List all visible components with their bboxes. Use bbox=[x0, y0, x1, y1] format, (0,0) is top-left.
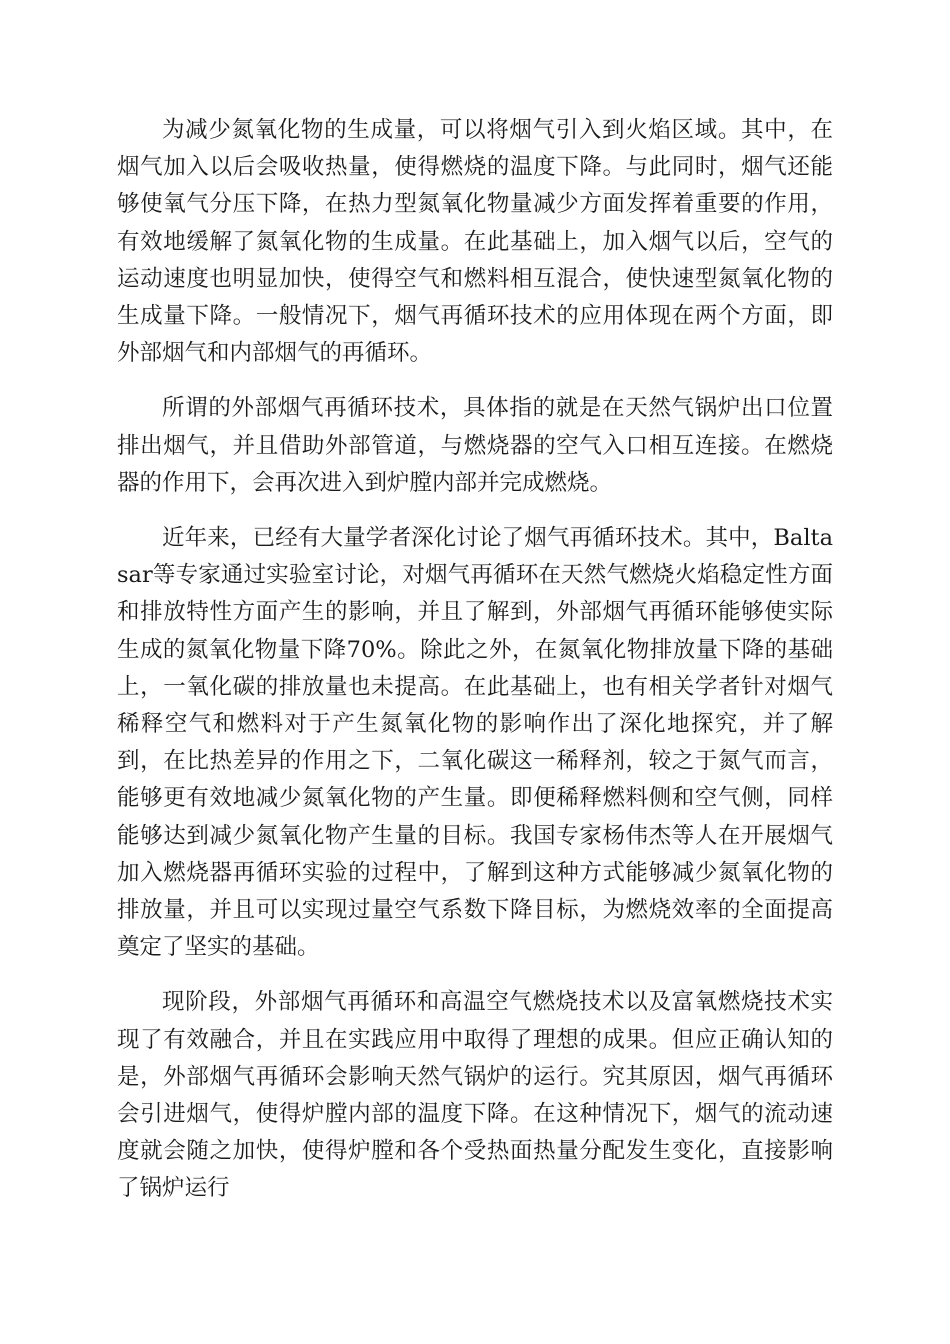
paragraph-4: 现阶段，外部烟气再循环和高温空气燃烧技术以及富氧燃烧技术实现了有效融合，并且在实践应用中取得了理想的成果。但应正确认知的是，外部烟气再循环会影响天然气锅炉的运行。究其原因，烟气再循环会引进烟气，使得炉膛内部的温度下降。在这种情况下，烟气的流动速度就会随之加快，使得炉膛和各个受热面热量分配发生变化，直接影响了锅炉运行 bbox=[117, 989, 833, 1202]
paragraph-3: 近年来，已经有大量学者深化讨论了烟气再循环技术。其中，Baltasar等专家通过实验室讨论，对烟气再循环在天然气燃烧火焰稳定性方面和排放特性方面产生的影响，并且了解到，外部烟气再循环能够使实际生成的氮氧化物量下降70%。除此之外，在氮氧化物排放量下降的基础上，一氧化碳的排放量也未提高。在此基础上，也有相关学者针对烟气稀释空气和燃料对于产生氮氧化物的影响作出了深化地探究，并了解到，在比热差异的作用之下，二氧化碳这一稀释剂，较之于氮气而言，能够更有效地减少氮氧化物的产生量。即便稀释燃料侧和空气侧，同样能够达到减少氮氧化物产生量的目标。我国专家杨伟杰等人在开展烟气加入燃烧器再循环实验的过程中，了解到这种方式能够减少氮氧化物的排放量，并且可以实现过量空气系数下降目标，为燃烧效率的全面提高奠定了坚实的基础。 bbox=[117, 525, 833, 961]
paragraph-2: 所谓的外部烟气再循环技术，具体指的就是在天然气锅炉出口位置排出烟气，并且借助外部管道，与燃烧器的空气入口相互连接。在燃烧器的作用下，会再次进入到炉膛内部并完成燃烧。 bbox=[117, 395, 833, 496]
paragraph-1: 为减少氮氧化物的生成量，可以将烟气引入到火焰区域。其中，在烟气加入以后会吸收热量，使得燃烧的温度下降。与此同时，烟气还能够使氧气分压下降，在热力型氮氧化物量减少方面发挥着重要的作用，有效地缓解了氮氧化物的生成量。在此基础上，加入烟气以后，空气的运动速度也明显加快，使得空气和燃料相互混合，使快速型氮氧化物的生成量下降。一般情况下，烟气再循环技术的应用体现在两个方面，即外部烟气和内部烟气的再循环。 bbox=[117, 117, 833, 367]
document-body bbox=[117, 112, 833, 1208]
